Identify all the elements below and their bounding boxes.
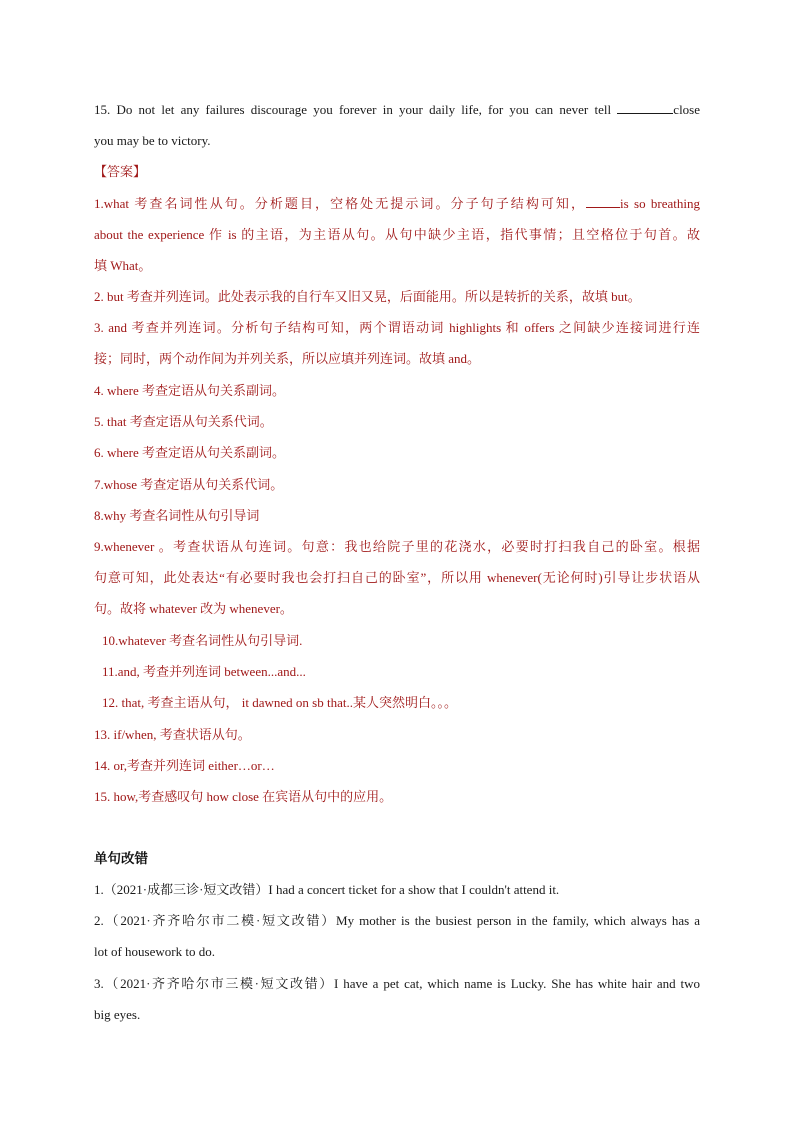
answer-7: 7.whose 考查定语从句关系代词。 — [94, 477, 284, 492]
answer-1-line-2: about the experience 作 is 的主语，为主语从句。从句中缺少主语，指代事情；且空格位于句首。故 — [94, 227, 700, 242]
answer-9-line-1: 9.whenever 。考查状语从句连词。句意：我也给院子里的花浇水，必要时打扫我自己的卧室。根据 — [94, 539, 700, 554]
answer-12: 12. that, 考查主语从句， it dawned on sb that..某人突然明白。。。 — [102, 695, 457, 710]
question-15-text: 15. Do not let any failures discourage you forever in your daily life, for you can never tell — [94, 102, 612, 117]
answer-1-text-after: is so breathing — [620, 196, 700, 211]
question-15-line-1 — [94, 101, 700, 119]
answer-blank — [617, 101, 673, 114]
answer-6: 6. where 考查定语从句关系副词。 — [94, 445, 286, 460]
answer-14: 14. or,考查并列连词 either…or… — [94, 758, 275, 773]
answer-heading: 【答案】 — [94, 164, 147, 179]
answer-1-text: 1.what 考查名词性从句。分析题目，空格处无提示词。分子句子结构可知， — [94, 196, 587, 211]
question-15-text-after: close — [673, 102, 701, 117]
correction-question-1: 1.（2021·成都三诊·短文改错）I had a concert ticket for a show that I couldn't attend it. — [94, 882, 560, 897]
correction-question-3-line-1: 3.（2021·齐齐哈尔市三模·短文改错）I have a pet cat, which name is Lucky. She has white hair and two — [94, 976, 700, 991]
answer-3-line-1: 3. and 考查并列连词。分析句子结构可知，两个谓语动词 highlights 和 offers 之间缺少连接词进行连 — [94, 320, 700, 335]
answer-3-line-2: 接；同时，两个动作间为并列关系，所以应填并列连词。故填 and。 — [94, 351, 481, 366]
correction-question-2-line-2: lot of housework to do. — [94, 944, 215, 959]
answer-blank — [586, 195, 620, 208]
answer-8: 8.why 考查名词性从句引导词 — [94, 508, 260, 523]
answer-1-line-1 — [94, 195, 700, 213]
answer-13: 13. if/when, 考查状语从句。 — [94, 727, 251, 742]
correction-question-2-line-1: 2.（2021·齐齐哈尔市二模·短文改错）My mother is the busiest person in the family, which always has a — [94, 913, 700, 928]
answer-10: 10.whatever 考查名词性从句引导词. — [102, 633, 303, 648]
answer-15: 15. how,考查感叹句 how close 在宾语从句中的应用。 — [94, 789, 393, 804]
answer-4: 4. where 考查定语从句关系副词。 — [94, 383, 286, 398]
question-15-line-2: you may be to victory. — [94, 133, 211, 148]
answer-1-line-3: 填 What。 — [94, 258, 152, 273]
section-title: 单句改错 — [94, 851, 148, 867]
answer-5: 5. that 考查定语从句关系代词。 — [94, 414, 273, 429]
answer-11: 11.and, 考查并列连词 between...and... — [102, 664, 306, 679]
answer-9-line-2: 句意可知，此处表达“有必要时我也会打扫自己的卧室”，所以用 whenever(无论何时)引导让步状语从 — [94, 570, 700, 585]
answer-2: 2. but 考查并列连词。此处表示我的自行车又旧又晃，后面能用。所以是转折的关系，故填 but。 — [94, 289, 641, 304]
correction-question-3-line-2: big eyes. — [94, 1007, 141, 1022]
answer-9-line-3: 句。故将 whatever 改为 whenever。 — [94, 601, 293, 616]
